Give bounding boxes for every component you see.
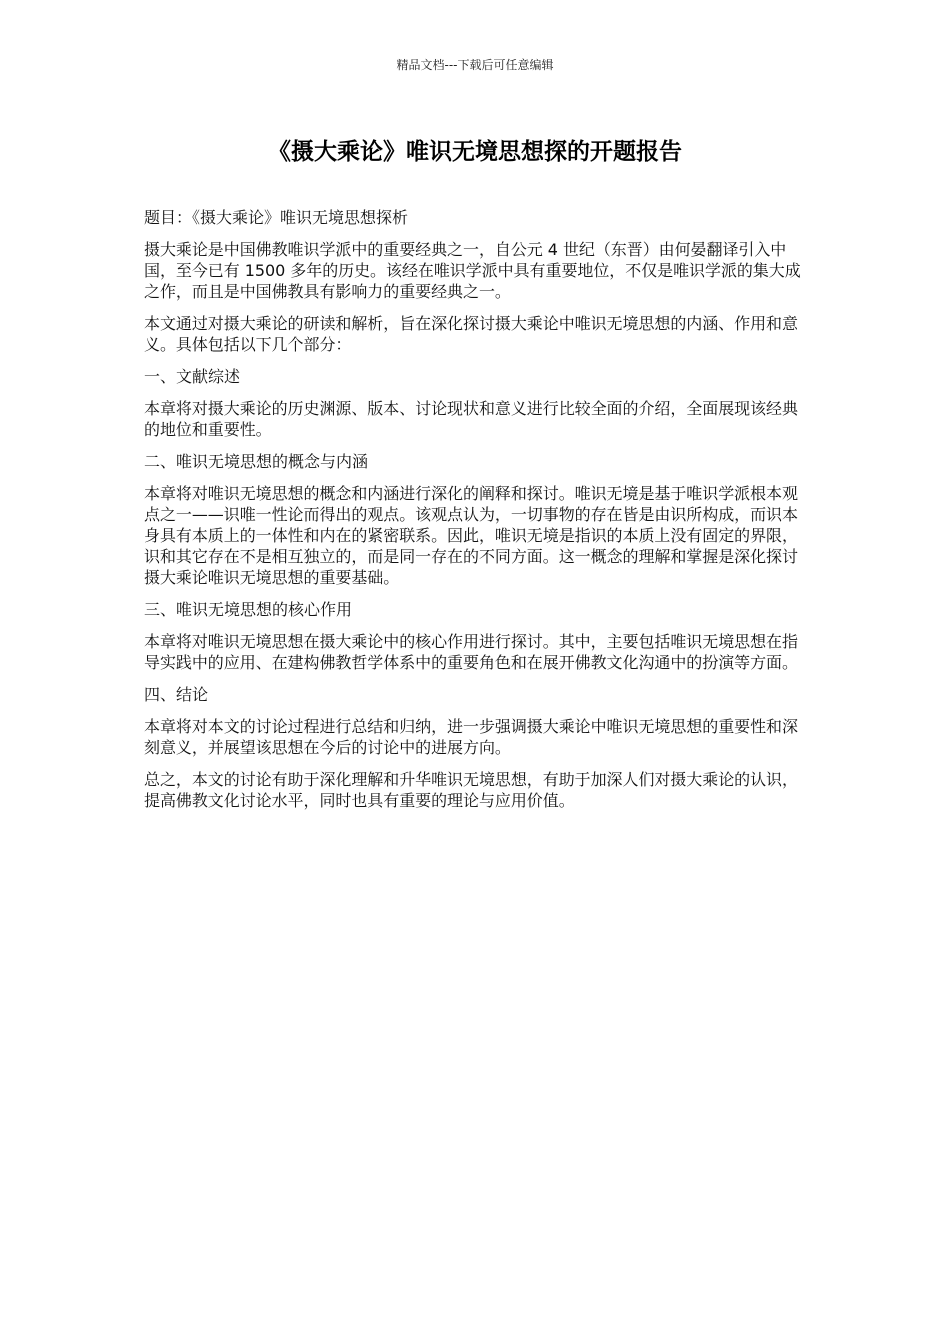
section-body: 本章将对本文的讨论过程进行总结和归纳，进一步强调摄大乘论中唯识无境思想的重要性和深刻意义，并展望该思想在今后的讨论中的进展方向。 [144, 717, 798, 757]
subject-line: 题目：《摄大乘论》唯识无境思想探析 [144, 208, 409, 227]
section-body: 本章将对摄大乘论的历史渊源、版本、讨论现状和意义进行比较全面的介绍，全面展现该经典的地位和重要性。 [144, 399, 798, 439]
section-heading: 一、文献综述 [144, 367, 241, 386]
intro-paragraph: 本文通过对摄大乘论的研读和解析，旨在深化探讨摄大乘论中唯识无境思想的内涵、作用和意义。具体包括以下几个部分： [144, 314, 798, 354]
section-body: 本章将对唯识无境思想在摄大乘论中的核心作用进行探讨。其中，主要包括唯识无境思想在指导实践中的应用、在建构佛教哲学体系中的重要角色和在展开佛教文化沟通中的扮演等方面。 [144, 632, 798, 672]
conclusion-paragraph: 总之，本文的讨论有助于深化理解和升华唯识无境思想，有助于加深人们对摄大乘论的认识，提高佛教文化讨论水平，同时也具有重要的理论与应用价值。 [144, 770, 798, 810]
document-body [144, 207, 806, 822]
section-body: 本章将对唯识无境思想的概念和内涵进行深化的阐释和探讨。唯识无境是基于唯识学派根本观点之一——识唯一性论而得出的观点。该观点认为，一切事物的存在皆是由识所构成，而识本身具有本质上的一体性和内在的紧密联系。因此，唯识无境是指识的本质上没有固定的界限，识和其它存在不是相互独立的，而是同一存在的不同方面。这一概念的理解和掌握是深化探讨摄大乘论唯识无境思想的重要基础。 [144, 484, 798, 587]
section-heading: 二、唯识无境思想的概念与内涵 [144, 452, 369, 471]
page-header: 精品文档---下载后可任意编辑 [396, 58, 554, 72]
document-title: 《摄大乘论》唯识无境思想探的开题报告 [268, 139, 682, 165]
intro-paragraph: 摄大乘论是中国佛教唯识学派中的重要经典之一，自公元 4 世纪（东晋）由何晏翻译引入中国，至今已有 1500 多年的历史。该经在唯识学派中具有重要地位，不仅是唯识学派的集大成之作，而且是中国佛教具有影响力的重要经典之一。 [144, 240, 801, 301]
section-heading: 四、结论 [144, 685, 209, 704]
section-heading: 三、唯识无境思想的核心作用 [144, 600, 353, 619]
